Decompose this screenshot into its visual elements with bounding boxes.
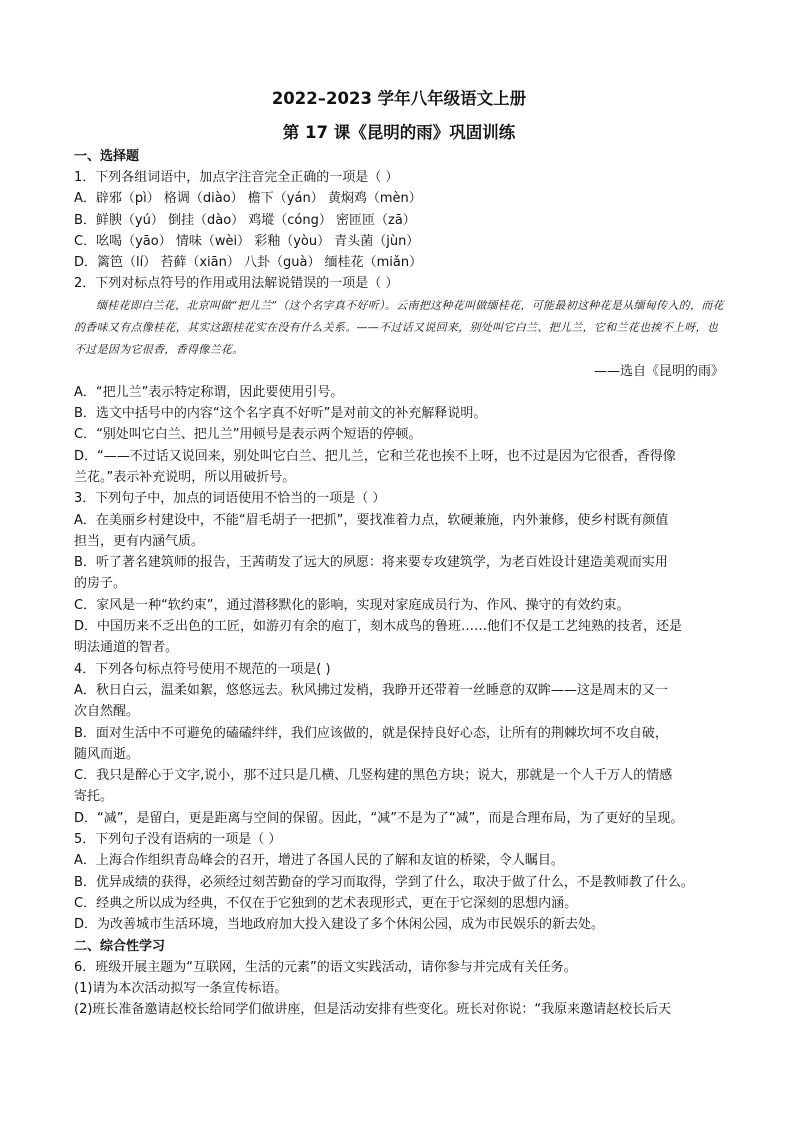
question-4-option-d: D．“减”，是留白，更是距离与空间的保留。因此，“减”不是为了“减”，而是合理布局，为了更好的呈现。 — [74, 810, 684, 826]
document-subtitle: 第 17 课《昆明的雨》巩固训练 — [282, 123, 516, 142]
question-5-option-c: C．经典之所以成为经典，不仅在于它独到的艺术表现形式，更在于它深刻的思想内涵。 — [74, 895, 578, 911]
question-3-option-d: D．中国历来不乏出色的工匠，如游刃有余的庖丁，刻木成鸟的鲁班……他们不仅是工艺纯熟的技者，还是 — [74, 619, 683, 635]
question-3-option-a: A．在美丽乡村建设中，不能“眉毛胡子一把抓”，要找准着力点，软硬兼施，内外兼修，使乡村既有颜值 — [74, 512, 669, 528]
question-4-option-c: C．我只是醉心于文字,说小，那不过只是几横、几竖构建的黑色方块；说大，那就是一个人千万人的情感 — [74, 768, 673, 784]
question-2-option-b: B．选文中括号中的内容“这个名字真不好听”是对前文的补充解释说明。 — [74, 406, 487, 422]
question-6-stem: 6．班级开展主题为“互联网，生活的元素”的语文实践活动，请你参与并完成有关任务。 — [74, 959, 577, 975]
question-4-option-b: B．面对生活中不可避免的磕磕绊绊，我们应该做的，就是保持良好心态，让所有的荆棘坎坷不攻自破， — [74, 725, 668, 741]
question-2-stem: 2．下列对标点符号的作用或用法解说错误的一项是（ ） — [74, 276, 399, 292]
question-1-stem: 1．下列各组词语中，加点字注音完全正确的一项是（ ） — [74, 170, 399, 185]
question-3-option-c: C．家风是一种“软约束”，通过潜移默化的影响，实现对家庭成员行为、作风、操守的有效约束。 — [74, 597, 630, 613]
question-3-option-a-cont: 担当，更有内涵气质。 — [74, 533, 205, 549]
question-3-option-d-cont: 明法通道的智者。 — [74, 640, 179, 656]
question-5-option-a: A．上海合作组织青岛峰会的召开，增进了各国人民的了解和友谊的桥梁，令人瞩目。 — [74, 853, 564, 869]
question-6-part-1: (1)请为本次活动拟写一条宣传标语。 — [74, 980, 288, 996]
question-2-option-d-cont: 兰花。”表示补充说明，所以用破折号。 — [74, 469, 296, 485]
question-2-source: ——选自《昆明的雨》 — [593, 363, 724, 379]
question-2-option-a: A．“把儿兰”表示特定称谓，因此要使用引号。 — [74, 384, 344, 400]
question-3-option-b-cont: 的房子。 — [74, 576, 127, 592]
document-title: 2022–2023 学年八年级语文上册 — [271, 89, 527, 108]
question-4-stem: 4．下列各句标点符号使用不规范的一项是( ) — [74, 661, 331, 677]
question-2-option-d: D．“——不过话又说回来，别处叫它白兰、把儿兰，它和兰花也挨不上呀，也不过是因为它很香，香得像 — [74, 448, 676, 464]
section-heading-comprehensive: 二、综合性学习 — [74, 938, 166, 954]
question-1-option-d: D．篱笆（lí） 苔藓（xiān） 八卦（guà） 缅桂花（miǎn） — [74, 255, 423, 271]
question-5-option-d: D．为改善城市生活环境，当地政府加大投入建设了多个休闲公园，成为市民娱乐的新去处。 — [74, 917, 605, 933]
question-4-option-a: A．秋日白云，温柔如絮，悠悠远去。秋风拂过发梢，我睁开还带着一丝睡意的双眸——这是周末的又一 — [74, 682, 668, 698]
question-3-stem: 3．下列句子中，加点的词语使用不恰当的一项是（ ） — [74, 491, 386, 507]
question-2-option-c: C．“别处叫它白兰、把儿兰”用顿号是表示两个短语的停顿。 — [74, 427, 422, 443]
question-6-part-2: (2)班长准备邀请赵校长给同学们做讲座，但是活动安排有些变化。班长对你说：“我原来邀请赵校长后天 — [74, 1002, 672, 1018]
question-4-option-c-cont: 寄托。 — [74, 789, 114, 805]
question-4-option-a-cont: 次自然醒。 — [74, 704, 140, 720]
question-4-option-b-cont: 随风而逝。 — [74, 746, 140, 762]
question-1-option-c: C．吆喝（yāo） 情味（wèi） 彩釉（yòu） 青头菌（jùn） — [74, 233, 420, 249]
question-3-option-b: B．听了著名建筑师的报告，王茜萌发了远大的夙愿：将来要专攻建筑学，为老百姓设计建造美观而实用 — [74, 555, 668, 571]
document-page — [74, 88, 724, 1020]
question-5-stem: 5．下列句子没有语病的一项是（ ） — [74, 832, 282, 848]
question-5-option-b: B．优异成绩的获得，必须经过刻苦勤奋的学习而取得，学到了什么，取决于做了什么，不是教师教了什么。 — [74, 874, 694, 890]
section-heading-choice: 一、选择题 — [74, 149, 140, 164]
question-1-option-a: A．辟邪（pì） 格调（diào） 檐下（yán） 黄焖鸡（mèn） — [74, 191, 422, 207]
question-1-option-b: B．鲜腴（yú） 倒挂（dào） 鸡㙡（cóng） 密匝匝（zā） — [74, 212, 416, 228]
question-2-passage: 缅桂花即白兰花，北京叫做“把儿兰”（这个名字真不好听）。云南把这种花叫做缅桂花，可能最初这种花是从缅甸传入的，而花的香味又有点像桂花，其实这跟桂花实在没有什么关系。——不过话又说回来，别处叫它白兰、把儿兰，它和兰花也挨不上呀，也不过是因为它很香，香得像兰花。 — [74, 298, 724, 356]
